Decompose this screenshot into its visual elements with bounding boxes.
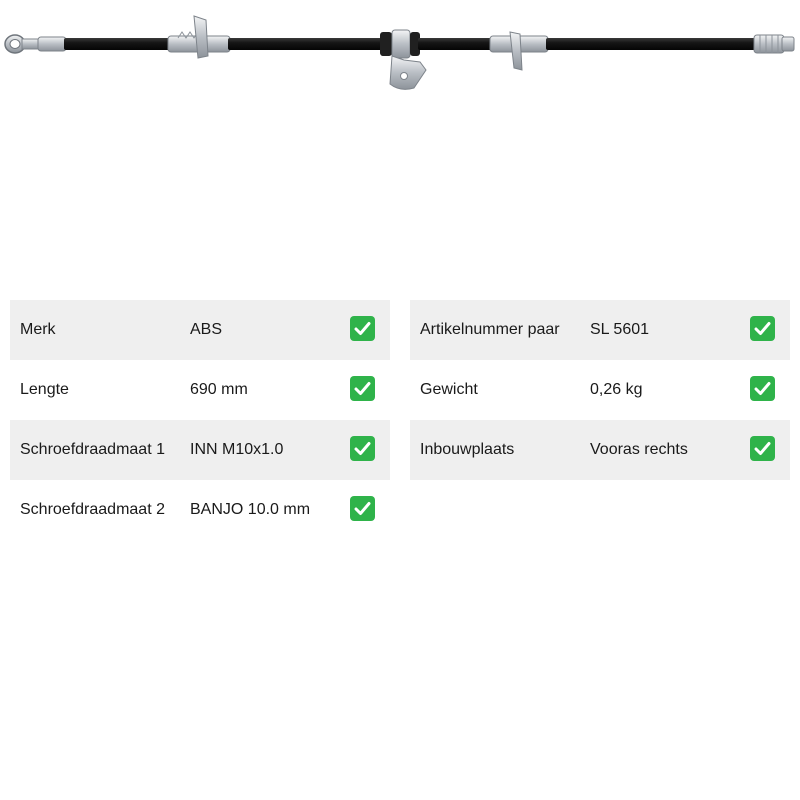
spec-table-right (410, 300, 790, 480)
spec-label: Lengte (20, 381, 69, 398)
spec-row-inbouwplaats (410, 420, 790, 480)
spec-row-merk (10, 300, 390, 360)
checkmark-icon (750, 316, 775, 341)
spec-value: BANJO 10.0 mm (190, 501, 311, 518)
checkmark-icon (350, 436, 375, 461)
spec-row-lengte (10, 360, 390, 420)
spec-table-left (10, 300, 390, 540)
spec-row-artikelnummer-paar (410, 300, 790, 360)
checkmark-icon (350, 496, 375, 521)
spec-label: Inbouwplaats (420, 441, 515, 458)
checkmark-icon (750, 376, 775, 401)
spec-value: 0,26 kg (590, 381, 643, 398)
spec-label: Schroefdraadmaat 2 (20, 501, 165, 518)
spec-value: Vooras rechts (590, 441, 688, 458)
spec-value: 690 mm (190, 381, 248, 398)
spec-label: Merk (20, 321, 56, 338)
spec-value: ABS (190, 321, 223, 338)
spec-row-schroefdraadmaat-1 (10, 420, 390, 480)
spec-row-gewicht (410, 360, 790, 420)
checkmark-icon (750, 436, 775, 461)
spec-value: INN M10x1.0 (190, 441, 284, 458)
brake-hose-image (0, 0, 800, 110)
spec-label: Schroefdraadmaat 1 (20, 441, 165, 458)
spec-label: Artikelnummer paar (420, 321, 560, 338)
checkmark-icon (350, 316, 375, 341)
spec-row-schroefdraadmaat-2 (10, 480, 390, 540)
checkmark-icon (350, 376, 375, 401)
spec-value: SL 5601 (590, 321, 650, 338)
spec-label: Gewicht (420, 381, 478, 398)
